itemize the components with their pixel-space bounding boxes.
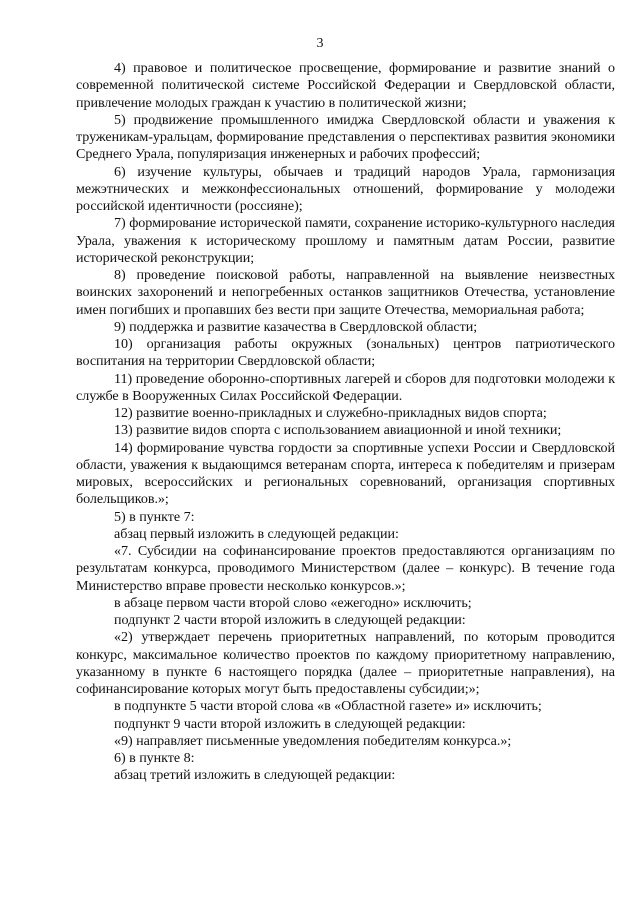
paragraph-item-13: 13) развитие видов спорта с использованием авиационной и иной техники; bbox=[114, 422, 562, 439]
paragraph-item-7: 7) формирование исторической памяти, сохранение историко-культурного наследия Урала, уважения к историческому прошлому и памятным датам России, развитие исторической реконструкции; bbox=[76, 215, 615, 266]
paragraph-subpoint-2-text: «2) утверждает перечень приоритетных направлений, по которым проводится конкурс, максимальное количество проектов по каждому приоритетному направлению, указанному в пункте 6 настоящего порядка (далее – приоритетные направления), на софинансирование которых могут быть предоставлены субсидии;»; bbox=[76, 629, 615, 697]
paragraph-item-6: 6) изучение культуры, обычаев и традиций народов Урала, гармонизация межэтнических и межконфессиональных отношений, формирование у молодежи российской идентичности (россияне); bbox=[76, 163, 615, 214]
paragraph-item-4: 4) правовое и политическое просвещение, формирование и развитие знаний о современной политической системе Российской Федерации и Свердловской области, привлечение молодых граждан к участию в политической жизни; bbox=[76, 60, 615, 111]
paragraph-clause-7-text: «7. Субсидии на софинансирование проектов предоставляются организациям по результатам конкурса, проводимого Министерством (далее – конкурс). В течение года Министерство вправе провести несколько конкурсов.»; bbox=[76, 543, 615, 594]
paragraph-item-14: 14) формирование чувства гордости за спортивные успехи России и Свердловской области, уважения к выдающимся ветеранам спорта, интереса к победителям и призерам мировых, всероссийских и региональных соревнований, организация спортивных болельщиков.»; bbox=[76, 439, 615, 508]
paragraph-item-5: 5) продвижение промышленного имиджа Свердловской области и уважения к труженикам-уральцам, формирование представления о перспективах развития экономики Среднего Урала, популяризация инженерных и рабочих профессий; bbox=[76, 111, 615, 163]
paragraph-item-11: 11) проведение оборонно-спортивных лагерей и сборов для подготовки молодежи к службе в Вооруженных Силах Российской Федерации. bbox=[76, 370, 615, 404]
paragraph-item-8: 8) проведение поисковой работы, направленной на выявление неизвестных воинских захоронений и непогребенных останков защитников Отечества, установление имен погибших и пропавших без вести при защите Отечества, мемориальная работа; bbox=[76, 267, 615, 318]
paragraph-item-9: 9) поддержка и развитие казачества в Свердловской области; bbox=[114, 318, 478, 335]
page-number: 3 bbox=[316, 36, 324, 51]
paragraph-subpoint-9-instruction: подпункт 9 части второй изложить в следующей редакции: bbox=[114, 715, 466, 732]
paragraph-third-abstract-instruction: абзац третий изложить в следующей редакции: bbox=[114, 767, 396, 784]
paragraph-point-7-heading: 5) в пункте 7: bbox=[114, 508, 195, 525]
document-body bbox=[76, 60, 615, 785]
paragraph-subpoint-9-text: «9) направляет письменные уведомления победителям конкурса.»; bbox=[114, 732, 512, 749]
paragraph-first-abstract-instruction: абзац первый изложить в следующей редакции: bbox=[114, 525, 399, 542]
paragraph-subpoint-5-instruction: в подпункте 5 части второй слова «в «Областной газете» и» исключить; bbox=[114, 698, 542, 715]
paragraph-remove-annually: в абзаце первом части второй слово «ежегодно» исключить; bbox=[114, 594, 472, 611]
paragraph-subpoint-2-instruction: подпункт 2 части второй изложить в следующей редакции: bbox=[114, 612, 466, 628]
paragraph-item-12: 12) развитие военно-прикладных и служебно-прикладных видов спорта; bbox=[114, 405, 547, 421]
paragraph-item-10: 10) организация работы окружных (зональных) центров патриотического воспитания на территории Свердловской области; bbox=[76, 336, 615, 370]
paragraph-point-8-heading: 6) в пункте 8: bbox=[114, 750, 195, 766]
